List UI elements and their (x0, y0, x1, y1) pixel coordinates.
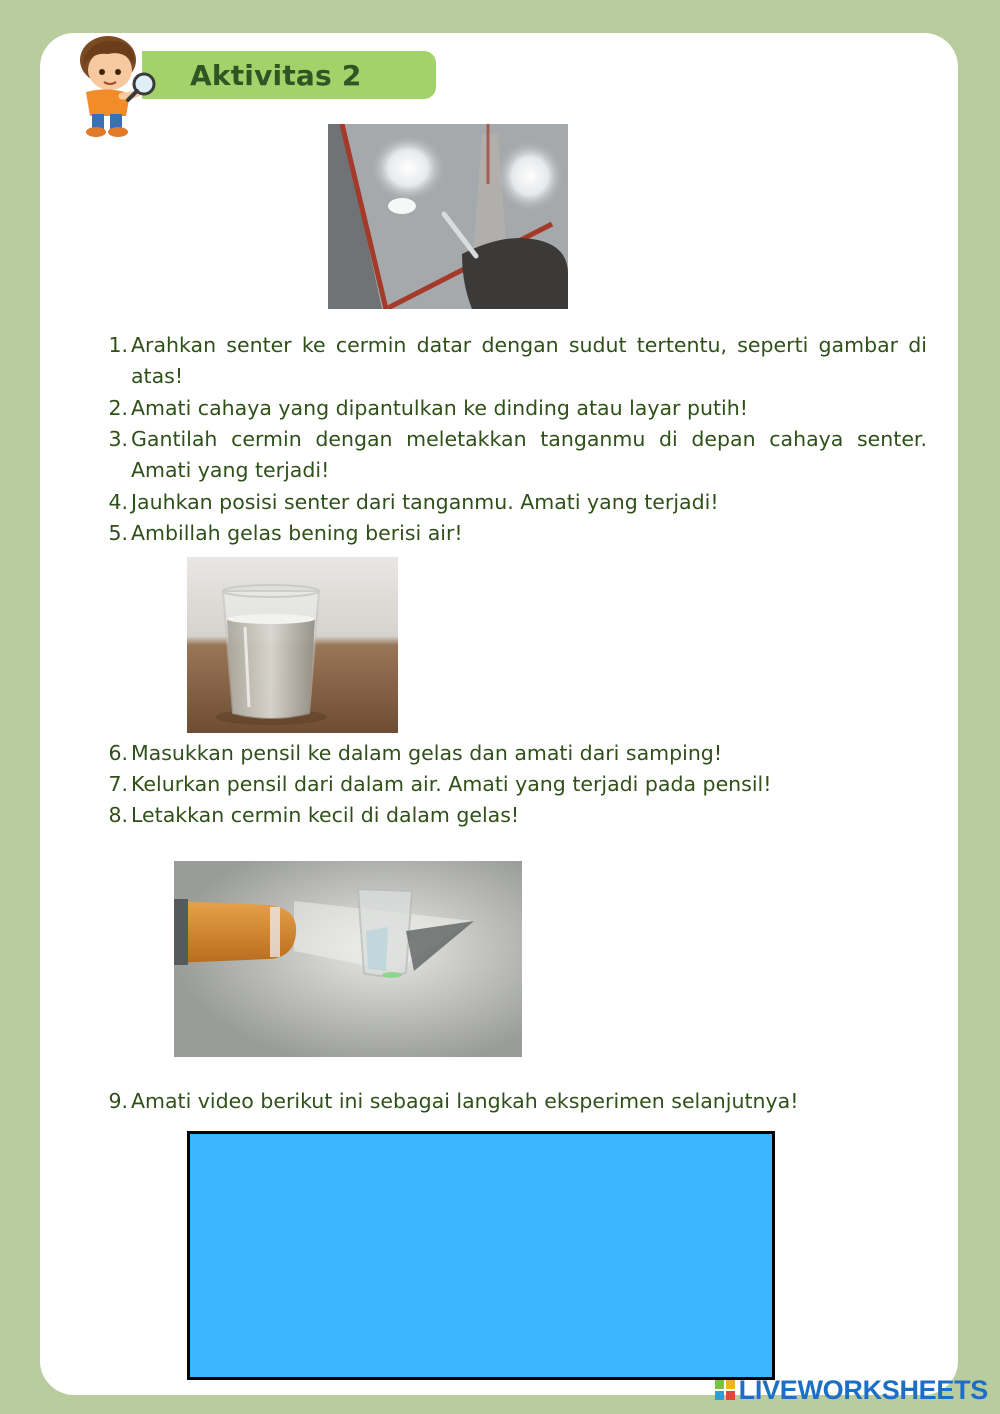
step-text: Jauhkan posisi senter dari tanganmu. Amati yang terjadi! (131, 490, 719, 514)
step-text: Masukkan pensil ke dalam gelas dan amati dari samping! (131, 741, 723, 765)
step-number: 4. (108, 490, 128, 514)
logo-blocks-icon (715, 1380, 735, 1400)
divider (102, 1390, 158, 1394)
step-text: Gantilah cermin dengan meletakkan tanganmu di depan cahaya senter. Amati yang terjadi! (131, 427, 927, 482)
step-text: Arahkan senter ke cermin datar dengan sudut tertentu, seperti gambar di atas! (131, 333, 927, 388)
logo-text: LIVEWORKSHEETS (738, 1374, 988, 1405)
step-number: 8. (108, 803, 128, 827)
step-number: 5. (108, 521, 128, 545)
step-number: 2. (108, 396, 128, 420)
glass-of-water-photo (187, 557, 398, 733)
mirror-flashlight-photo (322, 124, 568, 309)
boy-with-magnifier-illustration (64, 30, 160, 140)
video-embed-placeholder[interactable] (187, 1131, 775, 1380)
step-text: Ambillah gelas bening berisi air! (131, 521, 463, 545)
step-text: Amati video berikut ini sebagai langkah eksperimen selanjutnya! (131, 1089, 799, 1113)
flashlight-glass-mirror-photo (174, 861, 522, 1057)
step-number: 3. (108, 427, 128, 451)
step-number: 1. (108, 333, 128, 357)
step-text: Amati cahaya yang dipantulkan ke dinding atau layar putih! (131, 396, 748, 420)
activity-title: Aktivitas 2 (190, 59, 362, 92)
step-text: Kelurkan pensil dari dalam air. Amati yang terjadi pada pensil! (131, 772, 772, 796)
step-text: Letakkan cermin kecil di dalam gelas! (131, 803, 520, 827)
liveworksheets-logo[interactable] (715, 1372, 988, 1408)
step-number: 9. (108, 1089, 128, 1113)
step-number: 7. (108, 772, 128, 796)
step-number: 6. (108, 741, 128, 765)
